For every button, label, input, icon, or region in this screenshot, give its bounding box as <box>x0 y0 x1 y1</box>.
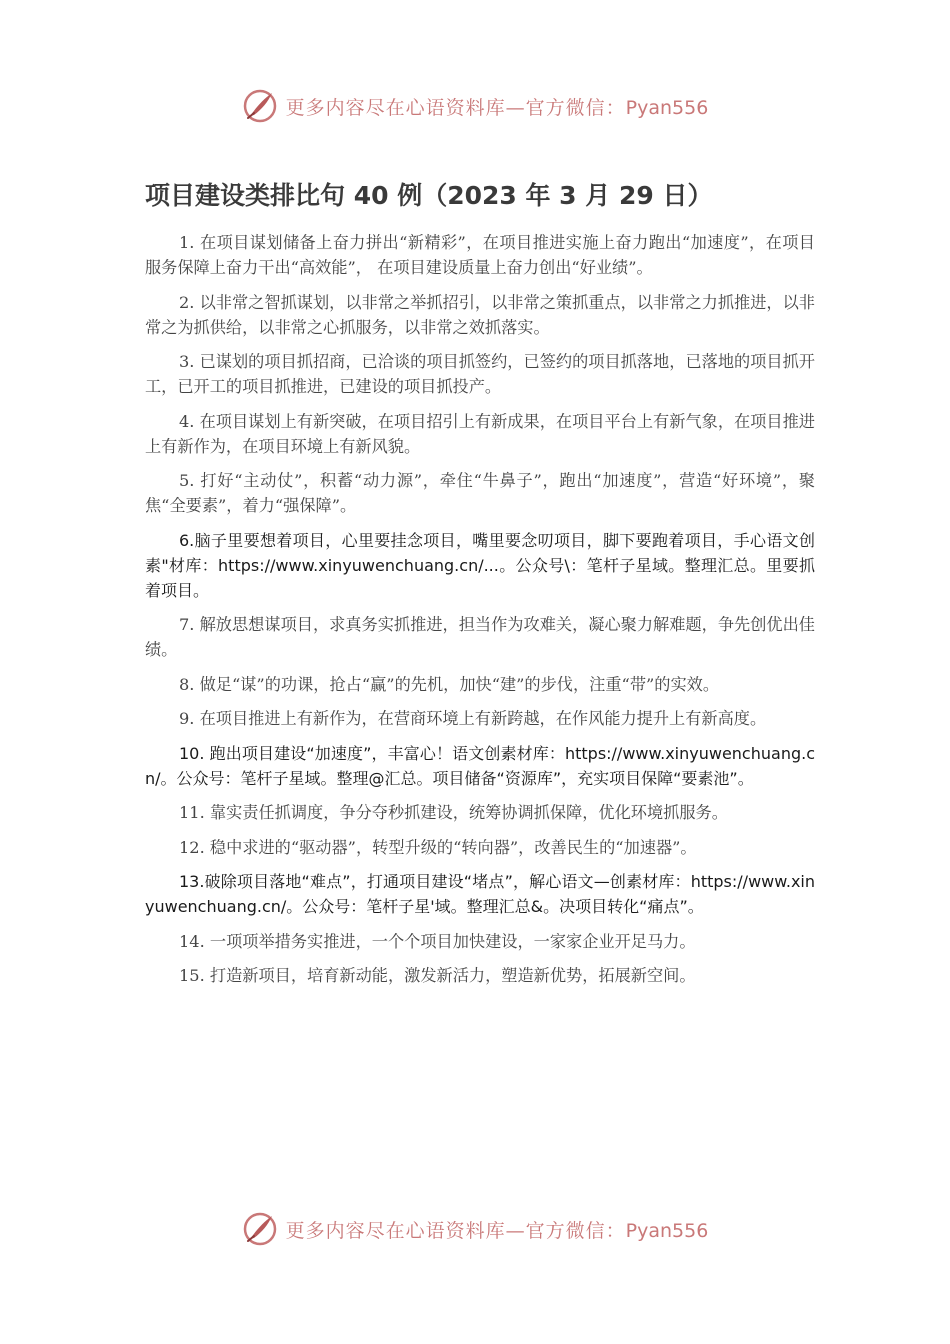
banner-wechat-id: Pyan556 <box>625 96 709 119</box>
paragraph-9: 9. 在项目推进上有新作为，在营商环境上有新跨越，在作风能力提升上有新高度。 <box>179 709 767 728</box>
banner-slogan: 更多内容尽在心语资料库—官方微信： <box>285 1219 626 1242</box>
paragraph-1: 1. 在项目谋划储备上奋力拼出“新精彩”，在项目推进实施上奋力跑出“加速度”，在项目服务保障上奋力干出“高效能”， 在项目建设质量上奋力创出“好业绩”。 <box>145 233 815 277</box>
paragraph-6: 6.脑子里要想着项目，心里要挂念项目，嘴里要念叨项目，脚下要跑着项目，手心语文创素"材库：https://www.xinyuwenchuang.cn/...。公众号\：笔杆子星域。整理汇总。里要抓着项目。 <box>145 530 815 600</box>
document-title: 项目建设类排比句 40 例（2023 年 3 月 29 日） <box>145 181 713 210</box>
paragraph-10: 10. 跑出项目建设“加速度”，丰富心！语文创素材库：https://www.xinyuwenchuang.cn/。公众号：笔杆子星域。整理@汇总。项目储备“资源库”，充实项目保障“要素池”。 <box>145 743 815 788</box>
paragraph-2: 2. 以非常之智抓谋划，以非常之举抓招引，以非常之策抓重点，以非常之力抓推进，以非常之为抓供给，以非常之心抓服务，以非常之效抓落实。 <box>145 292 815 337</box>
paragraph-5: 5. 打好“主动仗”，积蓄“动力源”，牵住“牛鼻子”，跑出“加速度”，营造“好环境”，聚焦“全要素”，着力“强保障”。 <box>145 471 815 515</box>
quill-pen-logo-icon <box>242 88 278 124</box>
paragraph-3: 3. 已谋划的项目抓招商，已洽谈的项目抓签约，已签约的项目抓落地，已落地的项目抓开工，已开工的项目抓推进，已建设的项目抓投产。 <box>145 352 815 396</box>
quill-pen-logo-icon <box>242 1211 278 1247</box>
paragraph-15: 15. 打造新项目，培育新动能，激发新活力，塑造新优势，拓展新空间。 <box>179 966 696 985</box>
paragraph-12: 12. 稳中求进的“驱动器”，转型升级的“转向器”，改善民生的“加速器”。 <box>179 837 697 857</box>
paragraph-7: 7. 解放思想谋项目，求真务实抓推进，担当作为攻难关，凝心聚力解难题，争先创优出佳绩。 <box>145 615 815 659</box>
paragraph-4: 4. 在项目谋划上有新突破，在项目招引上有新成果，在项目平台上有新气象，在项目推进上有新作为，在项目环境上有新风貌。 <box>145 411 815 456</box>
paragraph-8: 8. 做足“谋”的功课，抢占“赢”的先机，加快“建”的步伐，注重“带”的实效。 <box>179 674 720 694</box>
footer-watermark-banner <box>0 1209 950 1249</box>
paragraph-13: 13.破除项目落地“难点”，打通项目建设“堵点”，解心语文—创素材库：https://www.xinyuwenchuang.cn/。公众号：笔杆子星'域。整理汇总&。决项目转化“痛点”。 <box>145 872 815 916</box>
paragraph-14: 14. 一项项举措务实推进，一个个项目加快建设，一家家企业开足马力。 <box>179 931 696 951</box>
document-body <box>145 230 815 998</box>
banner-text <box>286 1216 709 1243</box>
header-watermark-banner <box>0 86 950 126</box>
paragraph-11: 11. 靠实责任抓调度，争分夺秒抓建设，统筹协调抓保障，优化环境抓服务。 <box>179 803 728 822</box>
banner-slogan: 更多内容尽在心语资料库—官方微信： <box>285 96 626 119</box>
banner-text <box>286 93 709 120</box>
banner-wechat-id: Pyan556 <box>625 1219 709 1242</box>
